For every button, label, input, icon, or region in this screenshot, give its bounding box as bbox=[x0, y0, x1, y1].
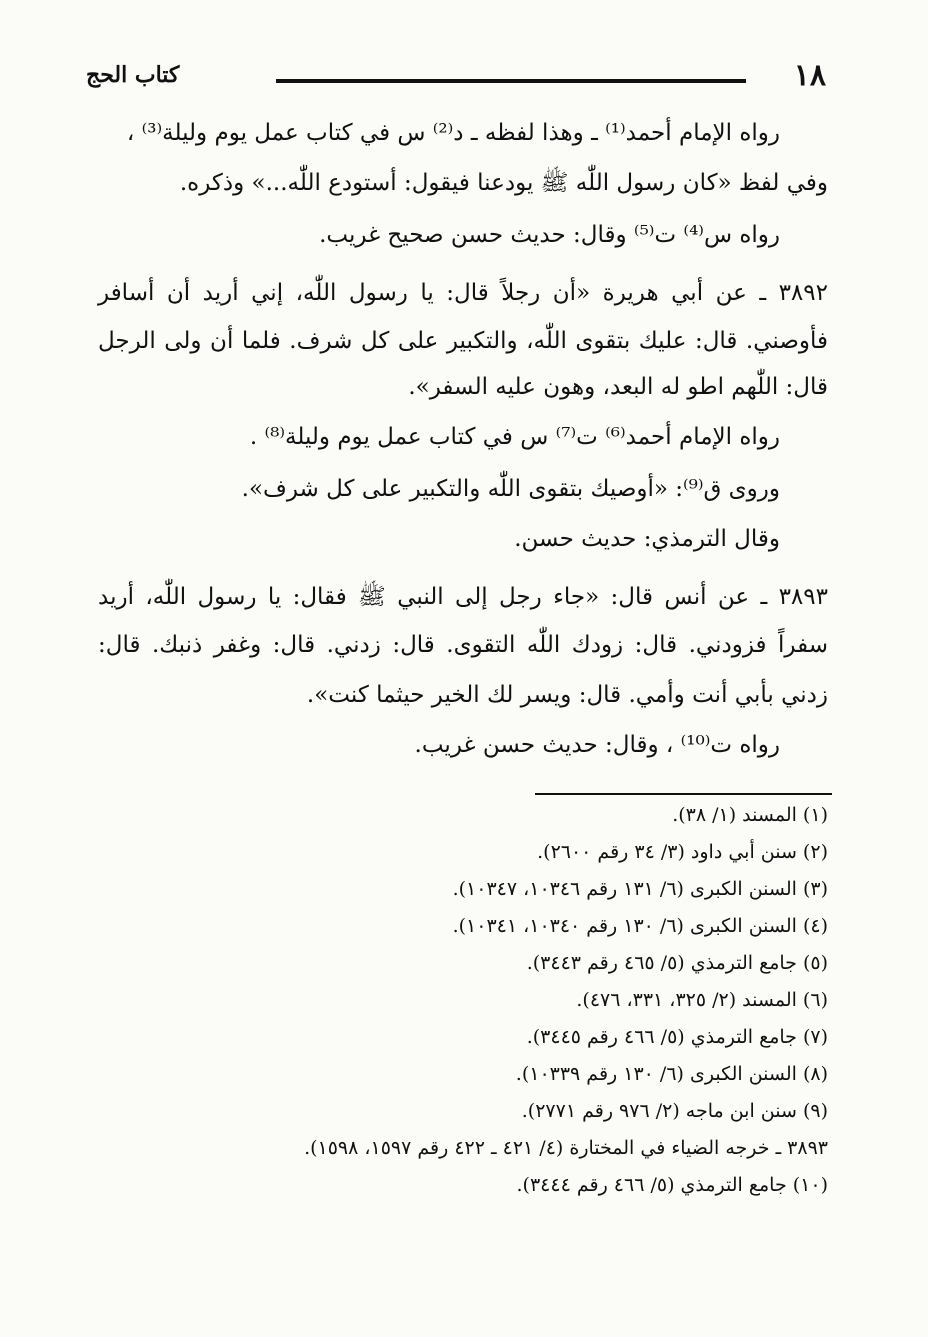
hadith-line: قال: اللّٰهم اطو له البعد، وهون عليه السفر». bbox=[408, 374, 828, 400]
hadith-line: زدني بأبي أنت وأمي. قال: ويسر لك الخير حيثما كنت». bbox=[306, 682, 828, 708]
footnote: (٥) جامع الترمذي (٥/ ٤٦٥ رقم ٣٤٤٣). bbox=[526, 952, 828, 974]
footnote: (٩) سنن ابن ماجه (٢/ ٩٧٦ رقم ٢٧٧١). bbox=[521, 1100, 828, 1122]
footnote: (٧) جامع الترمذي (٥/ ٤٦٦ رقم ٣٤٤٥). bbox=[526, 1026, 828, 1048]
hadith-line: ٣٨٩٢ ـ عن أبي هريرة «أن رجلاً قال: يا رسول اللّٰه، إني أريد أن أسافر bbox=[98, 280, 828, 306]
page-number: ١٨ bbox=[793, 58, 826, 93]
footnote: (٤) السنن الكبرى (٦/ ١٣٠ رقم ١٠٣٤٠، ١٠٣٤١). bbox=[452, 915, 828, 937]
text-line: رواه س⁽⁴⁾ ت⁽⁵⁾ وقال: حديث حسن صحيح غريب. bbox=[319, 222, 780, 248]
book-title: كتاب الحج bbox=[86, 62, 180, 88]
text-line: وقال الترمذي: حديث حسن. bbox=[514, 526, 780, 552]
text-line: رواه ت⁽¹⁰⁾ ، وقال: حديث حسن غريب. bbox=[414, 732, 780, 758]
footnote-separator bbox=[535, 793, 832, 795]
page-header bbox=[86, 58, 826, 100]
hadith-line: فأوصني. قال: عليك بتقوى اللّٰه، والتكبير على كل شرف. فلما أن ولى الرجل bbox=[98, 328, 828, 354]
text-line: وفي لفظ «كان رسول اللّٰه ﷺ يودعنا فيقول: أستودع اللّٰه...» وذكره. bbox=[179, 170, 828, 196]
text-line: رواه الإمام أحمد⁽¹⁾ ـ وهذا لفظه ـ د⁽²⁾ س في كتاب عمل يوم وليلة⁽³⁾ ، bbox=[126, 120, 780, 146]
hadith-line: سفراً فزودني. قال: زودك اللّٰه التقوى. قال: زدني. قال: وغفر ذنبك. قال: bbox=[98, 632, 828, 658]
footnote: (٢) سنن أبي داود (٣/ ٣٤ رقم ٢٦٠٠). bbox=[537, 841, 828, 863]
footnote: (١) المسند (١/ ٣٨). bbox=[672, 804, 828, 826]
text-line: وروى ق⁽⁹⁾: «أوصيك بتقوى اللّٰه والتكبير على كل شرف». bbox=[241, 476, 780, 502]
footnote: (٨) السنن الكبرى (٦/ ١٣٠ رقم ١٠٣٣٩). bbox=[515, 1063, 828, 1085]
footnote: (٣) السنن الكبرى (٦/ ١٣١ رقم ١٠٣٤٦، ١٠٣٤٧). bbox=[452, 878, 828, 900]
footnote: ٣٨٩٣ ـ خرجه الضياء في المختارة (٤/ ٤٢١ ـ ٤٢٢ رقم ١٥٩٧، ١٥٩٨). bbox=[304, 1137, 828, 1159]
footnote: (١٠) جامع الترمذي (٥/ ٤٦٦ رقم ٣٤٤٤). bbox=[516, 1174, 828, 1196]
text-line: رواه الإمام أحمد⁽⁶⁾ ت⁽⁷⁾ س في كتاب عمل يوم وليلة⁽⁸⁾ . bbox=[249, 424, 780, 450]
header-rule bbox=[276, 79, 746, 83]
hadith-line: ٣٨٩٣ ـ عن أنس قال: «جاء رجل إلى النبي ﷺ فقال: يا رسول اللّٰه، أريد bbox=[98, 584, 828, 610]
footnote: (٦) المسند (٢/ ٣٢٥، ٣٣١، ٤٧٦). bbox=[576, 989, 828, 1011]
